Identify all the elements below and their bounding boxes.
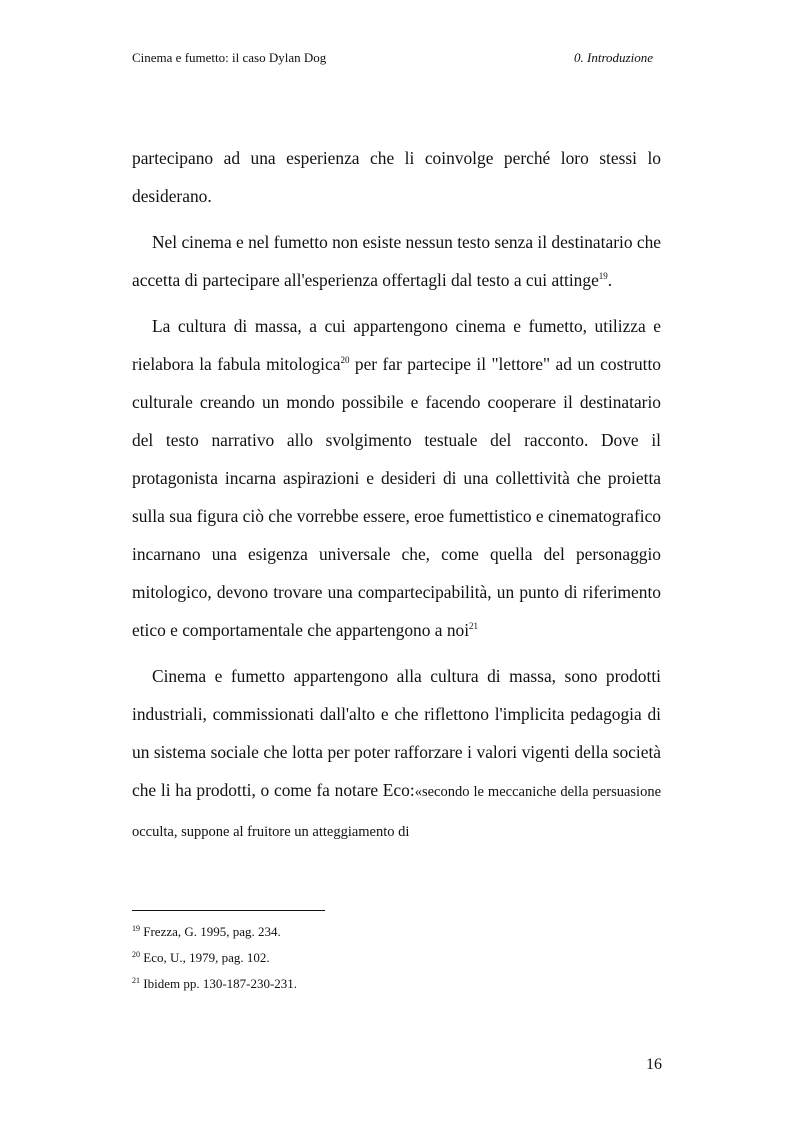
paragraph-2-end: .	[607, 270, 613, 290]
footnote-number: 20	[132, 950, 140, 959]
page-number: 16	[646, 1056, 662, 1073]
footnote-text: Frezza, G. 1995, pag. 234.	[140, 924, 281, 939]
paragraph-1-text: partecipano ad una esperienza che li coinvolge perché loro stessi lo desiderano.	[132, 148, 661, 206]
paragraph-3	[132, 307, 661, 649]
paragraph-2-text: Nel cinema e nel fumetto non esiste nessun testo senza il destinatario che accetta di partecipare all'esperienza offertagli dal testo a cui attinge	[132, 232, 661, 290]
paragraph-3-text-b: per far partecipe il "lettore" ad un costrutto culturale creando un mondo possibile e facendo cooperare il destinatario del testo narrativo allo svolgimento testuale del racconto. Dove il protagonista incarna aspirazioni e desideri di una collettività che proietta sulla sua figura ciò che vorrebbe essere, eroe fumettistico e cinematografico incarnano una esigenza universale che, come quella del personaggio mitologico, devono trovare una compartecipabilità, un punto di riferimento etico e comportamentale che appartengono a noi	[132, 354, 662, 640]
paragraph-3-text-a: La cultura di massa, a cui appartengono cinema e fumetto, utilizza e rielabora la fabula mitologica	[132, 316, 661, 374]
header-title: Cinema e fumetto: il caso Dylan Dog	[132, 50, 327, 65]
paragraph-4	[132, 657, 661, 851]
footnote-21	[132, 976, 661, 992]
header-chapter: 0. Introduzione	[574, 50, 653, 65]
main-text	[132, 139, 661, 851]
footnote-19	[132, 924, 661, 940]
paragraph-4-quote: «secondo le meccaniche della persuasione occulta, suppone al fruitore un atteggiamento di	[132, 784, 662, 840]
footnote-text: Ibidem pp. 130-187-230-231.	[140, 976, 298, 991]
footnote-ref-20: 20	[340, 355, 350, 365]
paragraph-4-text: Cinema e fumetto appartengono alla cultura di massa, sono prodotti industriali, commissionati dall'alto e che riflettono l'implicita pedagogia di un sistema sociale che lotta per poter rafforzare i valori vigenti della società che li ha prodotti, o come fa notare Eco:	[132, 666, 661, 800]
footnotes	[132, 924, 661, 1002]
paragraph-2	[132, 223, 661, 299]
footnote-20	[132, 950, 661, 966]
footnote-ref-21: 21	[469, 621, 479, 631]
footnote-number: 21	[132, 976, 140, 985]
footnote-separator	[132, 910, 325, 911]
paragraph-1	[132, 139, 661, 215]
footnote-number: 19	[132, 924, 140, 933]
footnote-text: Eco, U., 1979, pag. 102.	[140, 950, 270, 965]
footnote-ref-19: 19	[598, 271, 608, 281]
